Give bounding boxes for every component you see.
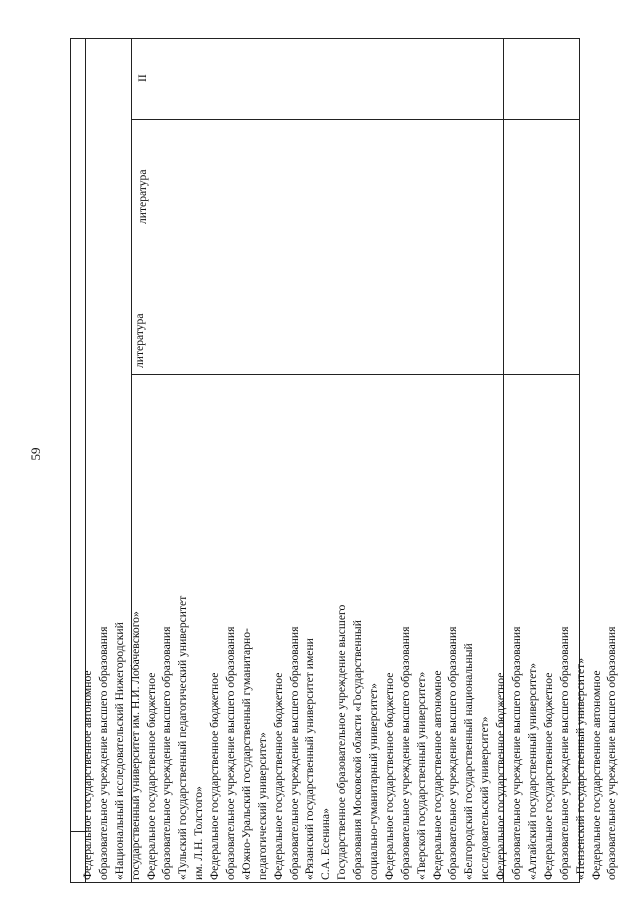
university-line: «Рязанский государственный университет имени xyxy=(303,638,317,880)
university-line: образовательное учреждение высшего образования xyxy=(96,626,110,880)
level-cell: II xyxy=(136,74,149,82)
page-number: 59 xyxy=(28,447,43,461)
university-line: образовательное учреждение высшего образования xyxy=(224,626,238,880)
university-line: «Белгородский государственный национальный xyxy=(462,643,476,880)
university-line: «Южно-Уральский государственный гуманитарно- xyxy=(239,628,253,880)
university-line: С.А. Есенина» xyxy=(319,808,333,880)
subject-cell-2: литература xyxy=(136,169,149,224)
university-line: Федеральное государственное бюджетное xyxy=(144,672,158,880)
university-line: образовательное учреждение высшего образования xyxy=(510,626,524,880)
university-line: образовательное учреждение высшего образования xyxy=(160,626,174,880)
university-line: образовательное учреждение высшего образования xyxy=(446,626,460,880)
university-line: образовательное учреждение высшего образования xyxy=(557,626,571,880)
university-line: «Национальный исследовательский Нижегородский xyxy=(112,622,126,880)
university-line: «Пензенский государственный университет» xyxy=(573,657,587,880)
university-line: исследовательский университет» xyxy=(478,716,492,880)
university-line: Федеральное государственное бюджетное xyxy=(382,672,396,880)
university-line: педагогический университет» xyxy=(255,732,269,880)
university-line: Федеральное государственное бюджетное xyxy=(208,672,222,880)
university-line: Федеральное государственное автономное xyxy=(589,670,603,880)
university-line: Федеральное государственное бюджетное xyxy=(271,672,285,880)
university-line: Государственное образовательное учреждение высшего xyxy=(335,604,349,880)
university-line: им. Л.Н. Толстого» xyxy=(192,786,206,880)
subject-cell-1: литература xyxy=(133,313,146,368)
university-line: Федеральное государственное бюджетное xyxy=(541,672,555,880)
universities-list xyxy=(80,0,620,880)
university-line: образовательное учреждение высшего образования xyxy=(398,626,412,880)
university-line: образовательное учреждение высшего образования xyxy=(287,626,301,880)
university-line: «Тверской государственный университет» xyxy=(414,671,428,880)
university-line: государственный университет им. Н.И. Лобачевского» xyxy=(128,611,142,880)
university-line: Федеральное государственное автономное xyxy=(430,670,444,880)
university-line: образовательное учреждение высшего образования xyxy=(605,626,619,880)
university-line: «Тульский государственный педагогический университет xyxy=(176,595,190,880)
university-line: Федеральное государственное автономное xyxy=(81,670,94,880)
university-line: «Алтайский государственный университет» xyxy=(525,662,539,880)
university-line: образования Московской области «Государственный xyxy=(351,620,365,880)
university-line: Федеральное государственное бюджетное xyxy=(494,672,508,880)
university-line: социально-гуманитарный университет» xyxy=(367,683,381,880)
